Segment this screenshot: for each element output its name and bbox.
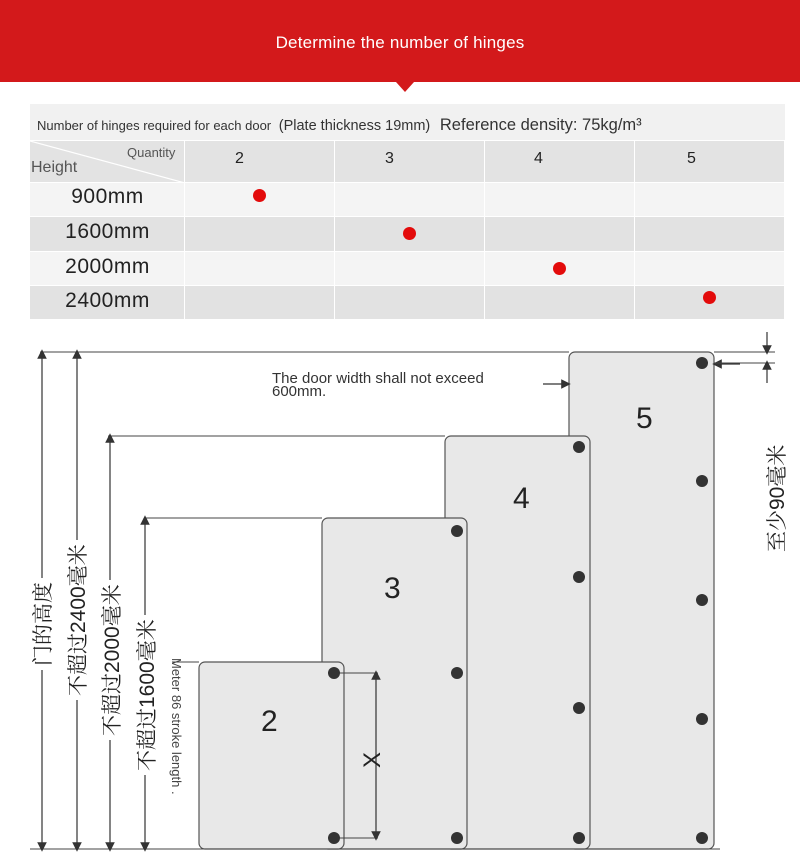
banner-title: Determine the number of hinges <box>275 33 525 52</box>
quantity-3: 3 <box>385 150 394 167</box>
height-label: Height <box>31 159 78 176</box>
hinge-marker <box>253 189 266 202</box>
door-label-4: 4 <box>513 482 530 515</box>
quantity-label: Quantity <box>127 145 176 160</box>
hinge-table <box>30 104 785 320</box>
row-height-label: 900mm <box>71 185 144 208</box>
table-caption-row <box>30 104 785 141</box>
hinge-marker <box>703 291 716 304</box>
caption-plate: (Plate thickness 19mm) <box>278 118 431 134</box>
table-header-cell <box>335 141 485 183</box>
quantity-5: 5 <box>687 150 696 167</box>
table-header-cell <box>635 141 785 183</box>
hinge-marker <box>553 262 566 275</box>
hinge-marker <box>403 227 416 240</box>
quantity-4: 4 <box>534 150 543 167</box>
max-2400-label: 不超过2400毫米 <box>62 540 92 700</box>
table-caption <box>37 116 642 135</box>
door-label-2: 2 <box>261 705 278 738</box>
max-2000-label: 不超过2000毫米 <box>96 580 126 740</box>
table-header-cell <box>485 141 635 183</box>
quantity-2: 2 <box>235 150 244 167</box>
min-90mm-label: 至少90毫米 <box>766 444 789 552</box>
max-1600-label: 不超过1600毫米 <box>131 615 161 775</box>
caption-main: Number of hinges required for each door <box>37 118 272 133</box>
stroke-length-label: Meter 86 stroke length . <box>169 658 184 795</box>
door-width-note: The door width shall not exceed 600mm. <box>272 370 484 400</box>
x-dimension-label: X <box>359 751 386 768</box>
row-height-label: 1600mm <box>65 220 150 243</box>
door-label-3: 3 <box>384 572 401 605</box>
row-height-label: 2400mm <box>65 289 150 312</box>
hinge-placement-diagram <box>0 330 800 865</box>
banner-pointer <box>396 82 414 92</box>
table-header-cell <box>185 141 335 183</box>
door-label-5: 5 <box>636 402 653 435</box>
door-2 <box>199 662 344 849</box>
door-height-label: 门的高度 <box>27 578 57 670</box>
row-height-label: 2000mm <box>65 255 150 278</box>
caption-density: Reference density: 75kg/m³ <box>439 116 642 134</box>
